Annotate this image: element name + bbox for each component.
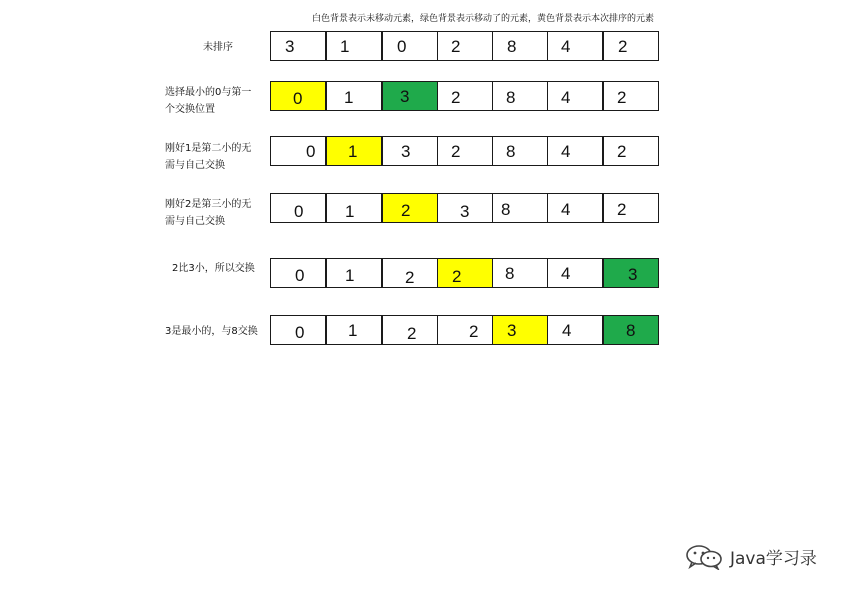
cell-value: 1 (345, 266, 355, 285)
array-cell (603, 136, 659, 166)
watermark (684, 542, 817, 570)
cell-value: 8 (506, 142, 516, 161)
cell-value: 2 (451, 37, 461, 56)
array-cell (270, 31, 326, 61)
array-cell (603, 81, 659, 111)
array-cell (603, 258, 659, 288)
row-label: 2比3小，所以交换 (172, 263, 255, 274)
array-cell (492, 193, 548, 223)
array-cell (492, 31, 548, 61)
cell-value: 3 (401, 142, 411, 161)
cell-value: 8 (505, 264, 515, 283)
cell-value: 2 (407, 324, 417, 343)
array-cell (437, 258, 493, 288)
cell-value: 8 (506, 88, 516, 107)
array-cell (270, 81, 326, 111)
cell-value: 2 (617, 200, 627, 219)
array-cell (382, 31, 438, 61)
cell-value: 1 (348, 321, 358, 340)
array-cell (382, 136, 438, 166)
array-cell (326, 315, 382, 345)
legend-text: 白色背景表示未移动元素，绿色背景表示移动了的元素，黄色背景表示本次排序的元素 (312, 14, 655, 24)
array-cell (437, 136, 493, 166)
array-cell (547, 258, 603, 288)
array-cell (437, 31, 493, 61)
array-cell (270, 193, 326, 223)
cell-value: 2 (469, 322, 479, 341)
cell-value: 4 (561, 200, 571, 219)
wechat-icon (684, 542, 724, 570)
array-cell (547, 315, 603, 345)
cell-value: 1 (345, 202, 355, 221)
cell-value: 4 (561, 88, 571, 107)
cell-value: 2 (401, 201, 411, 220)
array-cell (603, 315, 659, 345)
watermark-text: Java学习录 (730, 548, 817, 569)
cell-value: 3 (507, 321, 517, 340)
array-cell (326, 258, 382, 288)
row-label: 选择最小的0与第一个交换位置 (165, 87, 252, 115)
array-cell (547, 193, 603, 223)
array-cell (382, 193, 438, 223)
row-label: 刚好1是第二小的无需与自己交换 (165, 143, 252, 171)
cell-value: 3 (400, 87, 410, 106)
array-cell (547, 31, 603, 61)
array-cell (382, 258, 438, 288)
array-cell (492, 136, 548, 166)
array-cell (492, 258, 548, 288)
row-label: 未排序 (203, 42, 233, 53)
array-cell (326, 136, 382, 166)
array-cell (270, 136, 326, 166)
array-cell (547, 136, 603, 166)
array-cell (382, 81, 438, 111)
cell-value: 2 (618, 37, 628, 56)
cell-value: 8 (507, 37, 517, 56)
row-label: 3是最小的，与8交换 (165, 326, 258, 337)
cell-value: 1 (340, 37, 350, 56)
cell-value: 4 (561, 37, 571, 56)
cell-value: 8 (501, 200, 511, 219)
cell-value: 4 (561, 142, 571, 161)
cell-value: 4 (562, 321, 572, 340)
cell-value: 3 (628, 265, 638, 284)
cell-value: 0 (306, 142, 316, 161)
array-cell (382, 315, 438, 345)
cell-value: 2 (451, 88, 461, 107)
array-cell (492, 315, 548, 345)
array-cell (603, 193, 659, 223)
cell-value: 2 (451, 142, 461, 161)
cell-value: 0 (397, 37, 407, 56)
array-cell (492, 81, 548, 111)
cell-value: 0 (294, 202, 304, 221)
array-cell (270, 258, 326, 288)
cell-value: 0 (295, 266, 305, 285)
cell-value: 3 (460, 202, 470, 221)
array-cell (326, 193, 382, 223)
cell-value: 8 (626, 321, 636, 340)
array-cell (437, 315, 493, 345)
cell-value: 0 (295, 323, 305, 342)
row-label: 刚好2是第三小的无需与自己交换 (165, 199, 252, 227)
cell-value: 1 (344, 88, 354, 107)
cell-value: 4 (561, 264, 571, 283)
array-cell (270, 315, 326, 345)
array-cell (326, 81, 382, 111)
cell-value: 2 (405, 268, 415, 287)
array-cell (437, 193, 493, 223)
cell-value: 0 (293, 89, 303, 108)
cell-value: 2 (452, 267, 462, 286)
cell-value: 2 (617, 142, 627, 161)
array-cell (326, 31, 382, 61)
array-cell (547, 81, 603, 111)
cell-value: 3 (285, 37, 295, 56)
array-cell (437, 81, 493, 111)
array-cell (603, 31, 659, 61)
cell-value: 2 (617, 88, 627, 107)
cell-value: 1 (348, 142, 358, 161)
